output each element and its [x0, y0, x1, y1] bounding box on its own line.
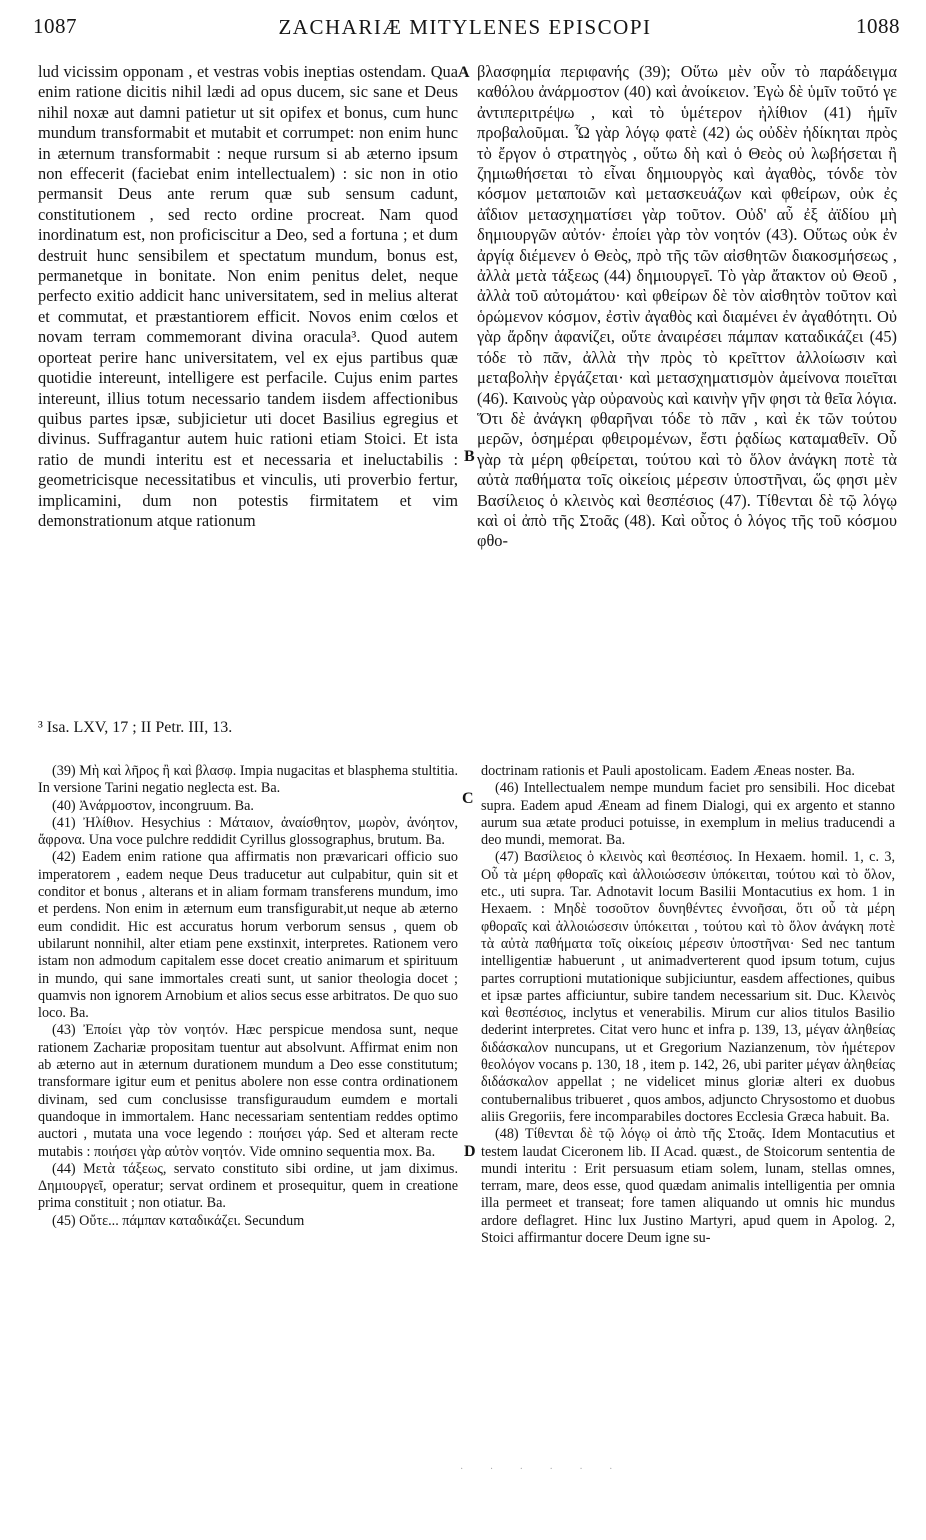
note-39: (39) Μὴ καὶ λῆρος ἢ καὶ βλασφ. Impia nugacitas et blasphema stultitia. In versione Tarini negatio neglecta est. Ba.: [38, 763, 458, 797]
notes-left-column: [38, 763, 458, 1230]
running-title: ZACHARIÆ MITYLENES EPISCOPI: [278, 15, 652, 39]
note-47: (47) Βασίλειος ὁ κλεινὸς καὶ θεσπέσιος. In Hexaem. homil. 1, c. 3, Οὗ τὰ μέρη φθοραῖς καὶ ἀλλοιώσεσιν ὑπόκειται, τούτου καὶ τὸ ὅλον, etc., uti supra. Tar. Adnotavit locum Basilii Montacutius ex hom. 1 in Hexaem. : Μηδὲ τοσοῦτον δυνηθέντες ἐννοῆσαι, ὅτι οὗ τὰ μέρη φθοραῖς καὶ ἀλλοιώσεσιν ὑπόκειται , τούτου καὶ τὸ ὅλον ἀνάγκη ποτὲ τὰ αὐτὰ παθήματα τοῖς οἰκείοις μέρεσιν ὑποστῆναι· Sed nec tantum intelligentiæ habuerunt , ut animadverterent quod ipsum totum, cujus partes corruptioni mutationique subjiciuntur, easdem affectiones, quibus et ipsæ partes afficiuntur, subire tandem necessarium sit. Duc. Κλεινὸς καὶ θεσπέσιος, inclytus et venerabilis. Mirum cur alios titulos Basilio dederint interpretes. Citat vero hunc et infra p. 139, 13, μέγαν ἀληθείας διδάσκαλον nuncupans, ut et Gregorium Nazianzenum, τὸν ἡμέτερον θεολόγον vocans p. 130, 18 , item p. 142, 26, ubi pariter μέγαν ἀληθείας διδάσκαλον appellat ; ne videlicet minus gloriæ alteri ex duobus contubernalibus tribueret , quos ambos, adjuncto Chrysostomo et duobus aliis Gregoriis, fere incomparabiles doctores Ecclesia Græca habuit. Ba.: [481, 849, 895, 1125]
note-44: (44) Μετὰ τάξεως, servato constituto sibi ordine, ut jam diximus. Δημιουργεῖ, operatur; servat ordinem et prosequitur, quem in creatione prima constituit ; non otiatur. Ba.: [38, 1160, 458, 1212]
note-42: (42) Eadem enim ratione qua affirmatis non prævaricari officio suo imperatorem , eadem neque Deus traducetur aut culpabitur, quin sit et conditor et bonus , alterans et in aliam formam transferens mundum, imo et perdens. Non enim in æternum eum transfigurabit,ut neque ab æterno eum condidit. Hic est accuratus horum verborum sensus , quem ob ubilarunt nonnihil, alter etiam pene exstinxit, interpretes. Rationem vero istam non admodum capitalem esse docet creatio animarum et spirituum in mundo, qui sane immortales creati sunt, ut sanior theologia docet ; quamvis non ignorem Arnobium et alios secus esse arbitratos. De quo suo loco. Ba.: [38, 849, 458, 1022]
left-page-number: 1087: [33, 14, 77, 38]
note-46: (46) Intellectualem nempe mundum faciet pro sensibili. Hoc dicebat supra. Eadem apud Æneam ad finem Dialogi, qui ex argento et stanno aurum sua ætate produci potuisse, in exemplum in melius traducendi a deo mundi, memorat. Ba.: [481, 780, 895, 849]
note-41: (41) Ἠλίθιον. Hesychius : Μάταιον, ἀναίσθητον, μωρὸν, ἀνόητον, ἄφρονα. Una voce pulchre reddidit Cyrillus glossographus, brutum. Ba.: [38, 814, 458, 849]
section-marker-a: A: [458, 64, 470, 81]
section-marker-c: C: [462, 790, 474, 807]
latin-main-column: lud vicissim opponam , et vestras vobis ineptias ostendam. Qua enim ratione dicitis nihil lædi ad opus ducem, sic sane et Deus nihil noxæ aut damni patietur ut sit opifex et bonus, cum hunc mundum transformabit et mutabit et corrumpet: non enim hunc in æternum transformabit : neque rursum si ab æterno ipsum non effecerit (faciebat enim intellectualem) : sic non in otio permansit Deus ante rerum quæ sub sensum cadunt, constitutionem , sed recto ordine procreat. Nam quod inordinatum est, non proficiscitur a Deo, sed a fortuna ; et dum destruit hunc sensibilem et spectatum mundum, bonus est, permanetque in bonitate. Non enim penitus delet, neque perfecto exitio addicit hanc universitatem, sed in melius alterat et commutat, et præstantiorem efficit. Novos enim cœlos et novam terram commemorant divina oracula³. Quod autem oporteat perire hanc universitatem, vel ex ejus partibus quæ quotidie intereunt, intelligere est perfacile. Cujus enim partes intereunt, illius totum necessario tandem iisdem affectionibus quibus partes ipsæ, subjicietur uti docet Basilius egregius et divinus. Suffragantur autem huic rationi etiam Stoici. Et ista ratio de mundi interitu est et necessaria et ineluctabilis : geometricisque necessitatibus et vinculis, uti proverbio fertur, implicamini, dum non potestis firmitatem et vim demonstrationum atque rationum: [38, 62, 458, 530]
note-43: (43) Ἐποίει γὰρ τὸν νοητόν. Hæc perspicue mendosa sunt, neque rationem Zachariæ propositam tuentur aut absolvunt. Affirmat enim non ab æterno aut in æternum durationem mundum a Deo esse constitutum; transformare igitur eum et penitus abolere non esse contra ordinationem divinam, sed cum conclusisse transfiguraudum eumdem e mortali quandoque in immortalem. Hanc necessariam sententiam reddes optimo auctori , mutata una voce legendo : ποιήσει γάρ. Sed et alteram recte mutabis : ποιήσει γὰρ αὐτὸν νοητόν. Vide omnino sequentia mox. Ba.: [38, 1022, 458, 1160]
scan-speckles: · · · · · ·: [460, 1464, 625, 1475]
greek-main-column: βλασφημία περιφανής (39); Οὕτω μὲν οὖν τὸ παράδειγμα καθόλου ἀνάρμοστον (40) καὶ ἀνοίκειον. Ἐγὼ δὲ ὑμῖν τοῦτό γε ἀντιπεριτρέψω , καὶ τὸ ὑμέτερον ἠλίθιον (41) ἡμῖν προβαλοῦμαι. Ὧ γὰρ λόγῳ φατὲ (42) ὡς οὐδὲν ἠδίκηται πρὸς τὸ ἔργον ὁ στρατηγὸς , οὕτω δὴ καὶ ὁ Θεὸς οὐ λωβήσεται ἢ ζημιωθήσεται τὸ εἶναι δημιουργὸς καὶ ἀγαθὸς, τόνδε τὸν κόσμον μεταποιῶν καὶ μετασκευάζων καὶ φθείρων, οὐκ ἐς ἀΐδιον μετασχηματίσει γὰρ τοῦτον. Οὐδ' αὖ ἐξ ἀϊδίου μὴ δημιουργῶν αὐτόν· ἐποίει γὰρ τὸν νοητόν (43). Οὕτως οὐκ ἐν ἀργίᾳ διέμενεν ὁ Θεὸς, πρὸ τῆς τῶν αἰσθητῶν διακοσμήσεως , ἀλλὰ μετὰ τάξεως (44) δημιουργεῖ. Τὸ γὰρ ἄτακτον οὐ Θεοῦ , ἀλλὰ τοῦ αὐτομάτου· καὶ φθείρων δὲ τὸν αἰσθητὸν τοῦτον καὶ ὁρώμενον κόσμον, ἐστὶν ἀγαθὸς καὶ διαμένει ἐν ἀγαθότητι. Οὐ γὰρ ἄρδην ἀφανίζει, οὔτε ἀναιρέσει πάμπαν καταδικάζει (45) τόδε τὸ πᾶν, ἀλλὰ τὴν πρὸς τὸ κρεῖττον ἀλλοίωσιν καὶ μεταβολὴν ἐργάζεται· καὶ μετασχηματισμὸν ἀμείνονα ποιεῖται (46). Καινοὺς γὰρ οὐρανοὺς καὶ καινὴν γῆν φησι τὰ θεῖα λόγια. Ὅτι δὲ ἀνάγκη φθαρῆναι τόδε τὸ πᾶν , καὶ ἐκ τῶν τούτου μερῶν, ὁσημέραι φθειρομένων, ἔστι ῥᾳδίως καταμαθεῖν. Οὗ γὰρ τὰ μέρη φθείρεται, τούτου καὶ τὸ ὅλον ἀνάγκη ποτὲ τὰ αὐτὰ παθήματα τοῖς οἰκείοις μέρεσιν ὑποστῆναι, ὥς φησι μὲν Βασίλειος ὁ κλεινὸς καὶ θεσπέσιος (47). Τίθενται δὲ τῷ λόγῳ καὶ οἱ ἀπὸ τῆς Στοᾶς (48). Καὶ οὗτος ὁ λόγος τῆς τοῦ κόσμου φθο-: [477, 62, 897, 551]
note-40: (40) Ἀνάρμοστον, incongruum. Ba.: [52, 797, 254, 814]
scripture-footnote: ³ Isa. LXV, 17 ; II Petr. III, 13.: [38, 719, 233, 736]
section-marker-d: D: [464, 1143, 476, 1160]
note-45-continuation: doctrinam rationis et Pauli apostolicam. Eadem Æneas noster. Ba.: [481, 763, 855, 779]
section-marker-b: B: [464, 448, 475, 465]
notes-right-column: [481, 763, 895, 1247]
page-header: [30, 6, 900, 46]
right-page-number: 1088: [856, 14, 900, 38]
note-45: (45) Οὔτε... πάμπαν καταδικάζει. Secundum: [52, 1212, 305, 1229]
note-48: (48) Τίθενται δὲ τῷ λόγῳ οἱ ἀπὸ τῆς Στοᾶς. Idem Montacutius et testem laudat Ciceronem lib. II Acad. quæst., de Stoicorum sententia de mundi interitu : Erit persuasum etiam solem, lunam, stellas omnes, terram, mare, deos esse, quod quædam animalis intelligentia per omnia illa permeet et transeat; fore tamen aliquando ut omnis hic mundus ardore deflagret. Hinc lux Justino Martyri, apud quem in Apolog. 2, Stoici affirmantur docere Deum igne su-: [481, 1126, 895, 1247]
